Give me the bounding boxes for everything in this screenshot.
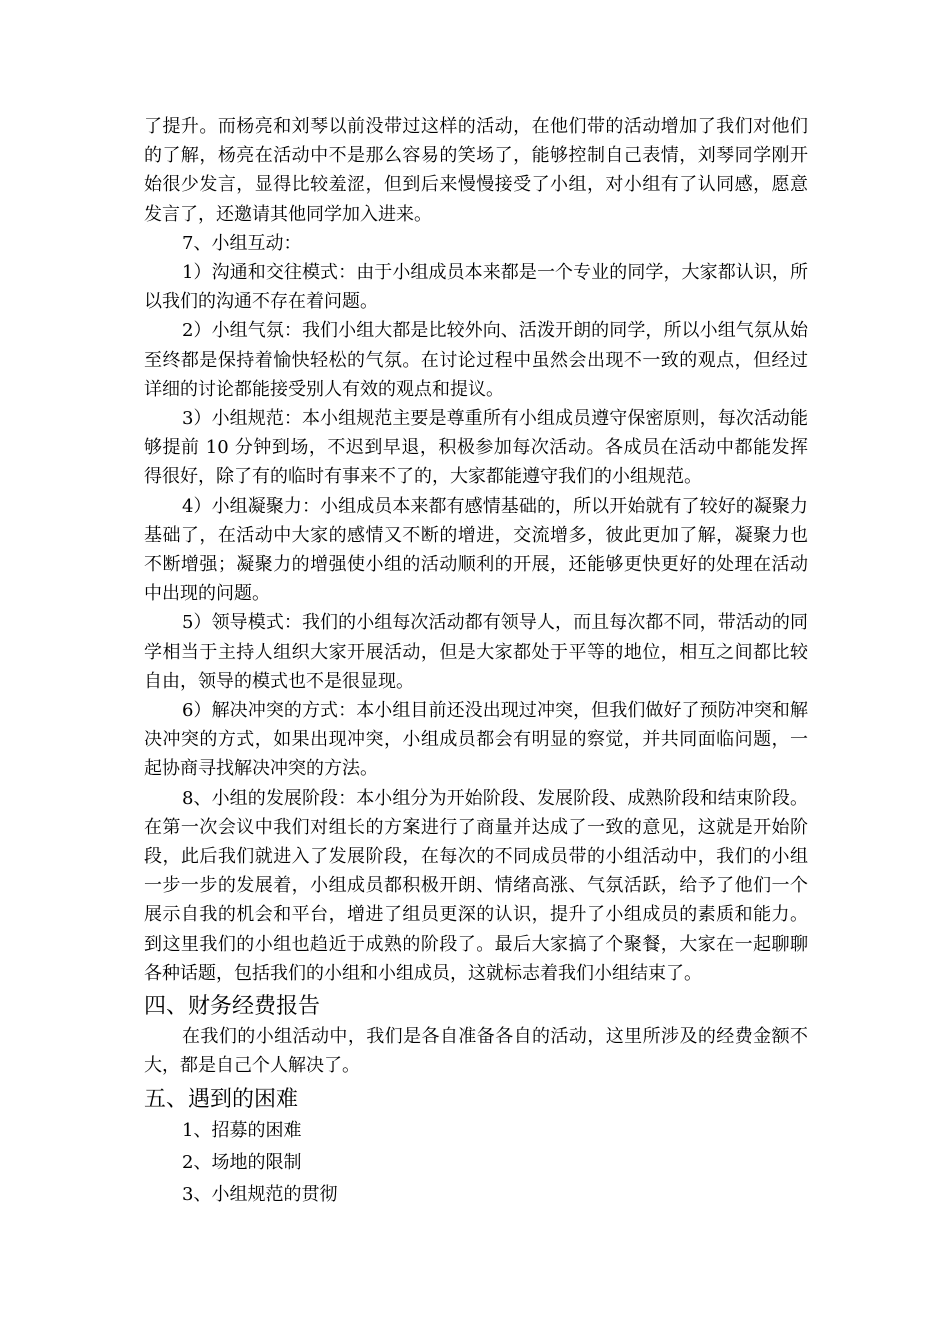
heading-difficulties: 五、遇到的困难 bbox=[144, 1086, 299, 1112]
paragraph-development-stages: 8、小组的发展阶段：本小组分为开始阶段、发展阶段、成熟阶段和结束阶段。在第一次会议中我们对组长的方案进行了商量并达成了一致的意见，这就是开始阶段，此后我们就进入了发展阶段，在每次的不同成员带的小组活动中，我们的小组一步一步的发展着，小组成员都积极开朗、情绪高涨、气氛活跃，给予了他们一个展示自我的机会和平台，增进了组员更深的认识，提升了小组成员的素质和能力。到这里我们的小组也趋近于成熟的阶段了。最后大家搞了个聚餐，大家在一起聊聊各种话题，包括我们的小组和小组成员，这就标志着我们小组结束了。 bbox=[144, 787, 808, 984]
document-body bbox=[144, 112, 808, 1211]
paragraph-financial-report: 在我们的小组活动中，我们是各自准备各自的活动，这里所涉及的经费金额不大，都是自己个人解决了。 bbox=[144, 1026, 808, 1077]
list-item-venue: 2、场地的限制 bbox=[182, 1151, 302, 1173]
section-7-title: 7、小组互动： bbox=[182, 232, 302, 254]
list-item-recruitment: 1、招募的困难 bbox=[182, 1119, 302, 1141]
list-item-norms: 3、小组规范的贯彻 bbox=[182, 1183, 338, 1205]
paragraph-group-atmosphere: 2）小组气氛：我们小组大都是比较外向、活泼开朗的同学，所以小组气氛从始至终都是保持着愉快轻松的气氛。在讨论过程中虽然会出现不一致的观点，但经过详细的讨论都能接受别人有效的观点和提议。 bbox=[144, 320, 808, 400]
paragraph-conflict-resolution: 6）解决冲突的方式：本小组目前还没出现过冲突，但我们做好了预防冲突和解决冲突的方式，如果出现冲突，小组成员都会有明显的察觉，并共同面临问题，一起协商寻找解决冲突的方法。 bbox=[144, 700, 808, 780]
paragraph-group-cohesion: 4）小组凝聚力：小组成员本来都有感情基础的，所以开始就有了较好的凝聚力基础了，在活动中大家的感情又不断的增进，交流增多，彼此更加了解，凝聚力也不断增强；凝聚力的增强使小组的活动顺利的开展，还能够更快更好的处理在活动中出现的问题。 bbox=[144, 495, 808, 605]
paragraph-group-norms: 3）小组规范：本小组规范主要是尊重所有小组成员遵守保密原则，每次活动能够提前 10 分钟到场，不迟到早退，积极参加每次活动。各成员在活动中都能发挥得很好，除了有的临时有事来不了的，大家都能遵守我们的小组规范。 bbox=[144, 408, 808, 488]
paragraph-leadership-mode: 5）领导模式：我们的小组每次活动都有领导人，而且每次都不同，带活动的同学相当于主持人组织大家开展活动，但是大家都处于平等的地位，相互之间都比较自由，领导的模式也不是很显现。 bbox=[144, 612, 808, 692]
paragraph-communication-mode: 1）沟通和交往模式：由于小组成员本来都是一个专业的同学，大家都认识，所以我们的沟通不存在着问题。 bbox=[144, 262, 808, 313]
paragraph-continuation: 了提升。而杨亮和刘琴以前没带过这样的活动，在他们带的活动增加了我们对他们的了解，杨亮在活动中不是那么容易的笑场了，能够控制自己表情，刘琴同学刚开始很少发言，显得比较羞涩，但到后来慢慢接受了小组，对小组有了认同感，愿意发言了，还邀请其他同学加入进来。 bbox=[144, 116, 808, 225]
heading-financial-report: 四、财务经费报告 bbox=[144, 994, 321, 1020]
